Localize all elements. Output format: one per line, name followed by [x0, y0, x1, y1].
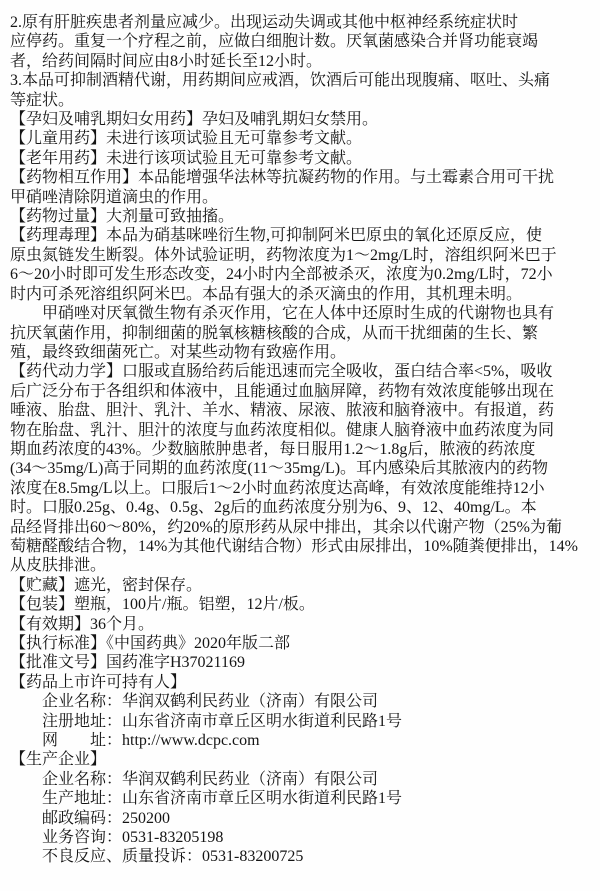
- text-line: 企业名称：华润双鹤利民药业（济南）有限公司: [10, 693, 379, 711]
- text-line: 邮政编码：250200: [10, 809, 171, 827]
- text-line: 6～20小时即可发生形态改变，24小时内全部被杀灭，浓度为0.2mg/L时，72小: [10, 266, 553, 284]
- text-line: 甲硝唑对厌氧微生物有杀灭作用，它在人体中还原时生成的代谢物也具有: [10, 305, 555, 323]
- text-line: 【生产企业】: [10, 751, 107, 769]
- text-line: 【执行标准】《中国药典》2020年版二部: [10, 635, 291, 652]
- text-line: 等症状。: [10, 91, 75, 109]
- text-line: 【药代动力学】口服或直肠给药后能迅速而完全吸收，蛋白结合率<5%，吸收: [10, 363, 553, 381]
- text-line: 浓度在8.5mg/L以上。口服后1～2小时血药浓度达高峰，有效浓度能维持12小: [10, 479, 545, 497]
- text-line: 唾液、胎盘、胆汁、乳汁、羊水、精液、尿液、脓液和脑脊液中。有报道，药: [10, 402, 555, 420]
- text-line: 【药物相互作用】本品能增强华法林等抗凝药物的作用。与土霉素合用可干扰: [10, 169, 555, 187]
- text-line: 者，给药间隔时间应由8小时延长至12小时。: [10, 52, 323, 70]
- text-line: 【老年用药】未进行该项试验且无可靠参考文献。: [10, 149, 363, 167]
- text-line: 【贮藏】遮光，密封保存。: [10, 576, 203, 594]
- document-body: [10, 13, 590, 867]
- text-line: 应停药。重复一个疗程之前，应做白细胞计数。厌氧菌感染合并肾功能衰竭: [10, 33, 539, 51]
- text-line: 生产地址：山东省济南市章丘区明水街道利民路1号: [10, 790, 403, 808]
- text-line: 不良反应、质量投诉：0531-83200725: [10, 848, 304, 866]
- text-line: 业务咨询：0531-83205198: [10, 829, 224, 847]
- text-line: 【药理毒理】本品为硝基咪唑衍生物,可抑制阿米巴原虫的氧化还原反应，使: [10, 227, 543, 245]
- text-line: 萄糖醛酸结合物，14%为其他代谢结合物）形式由尿排出，10%随粪便排出，14%: [10, 537, 578, 555]
- text-line: 【有效期】36个月。: [10, 615, 155, 633]
- text-line: 时内可杀死溶组织阿米巴。本品有强大的杀灭滴虫的作用，其机理未明。: [10, 285, 523, 303]
- text-line: 后广泛分布于各组织和体液中，且能通过血脑屏障，药物有效浓度能够出现在: [10, 382, 555, 400]
- text-line: (34～35mg/L)高于同期的血药浓度(11～35mg/L)。耳内感染后其脓液内的药物: [10, 460, 549, 478]
- text-line: 甲硝唑清除阴道滴虫的作用。: [10, 188, 219, 206]
- text-line: 【孕妇及哺乳期妇女用药】孕妇及哺乳期妇女禁用。: [10, 111, 379, 129]
- text-line: 殖，最终致细菌死亡。对某些动物有致癌作用。: [10, 343, 347, 361]
- text-line: 【药物过量】大剂量可致抽搐。: [10, 208, 235, 226]
- text-line: 【儿童用药】未进行该项试验且无可靠参考文献。: [10, 130, 363, 148]
- text-line: 原虫氮链发生断裂。体外试验证明，药物浓度为1～2mg/L时，溶组织阿米巴于: [10, 246, 557, 264]
- text-line: 2.原有肝脏疾患者剂量应减少。出现运动失调或其他中枢神经系统症状时: [10, 14, 519, 31]
- text-line: 抗厌氧菌作用，抑制细菌的脱氧核糖核酸的合成，从而干扰细菌的生长、繁: [10, 324, 539, 342]
- text-line: 【包装】塑瓶，100片/瓶。铝塑，12片/板。: [10, 596, 315, 614]
- text-line: 从皮肤排泄。: [10, 557, 107, 575]
- text-line: 【药品上市许可持有人】: [10, 673, 187, 691]
- text-line: 注册地址：山东省济南市章丘区明水街道利民路1号: [10, 712, 403, 730]
- text-line: 【批准文号】国药准字H37021169: [10, 654, 245, 672]
- text-line: 3.本品可抑制酒精代谢，用药期间应戒酒，饮酒后可能出现腹痛、呕吐、头痛: [10, 72, 551, 90]
- text-line: 品经肾排出60～80%，约20%的原形药从尿中排出，其余以代谢产物（25%为葡: [10, 518, 562, 536]
- text-line: 期血药浓度的43%。少数脑脓肿患者，每日服用1.2～1.8g后，脓液的药浓度: [10, 440, 536, 458]
- text-line: 物在胎盘、乳汁、胆汁的浓度与血药浓度相似。健康人脑脊液中血药浓度为同: [10, 421, 555, 439]
- text-line: 时。口服0.25g、0.4g、0.5g、2g后的血药浓度分别为6、9、12、40mg/L。本: [10, 499, 537, 517]
- text-line: 网 址：http://www.dcpc.com: [10, 732, 260, 750]
- text-line: 企业名称：华润双鹤利民药业（济南）有限公司: [10, 770, 379, 788]
